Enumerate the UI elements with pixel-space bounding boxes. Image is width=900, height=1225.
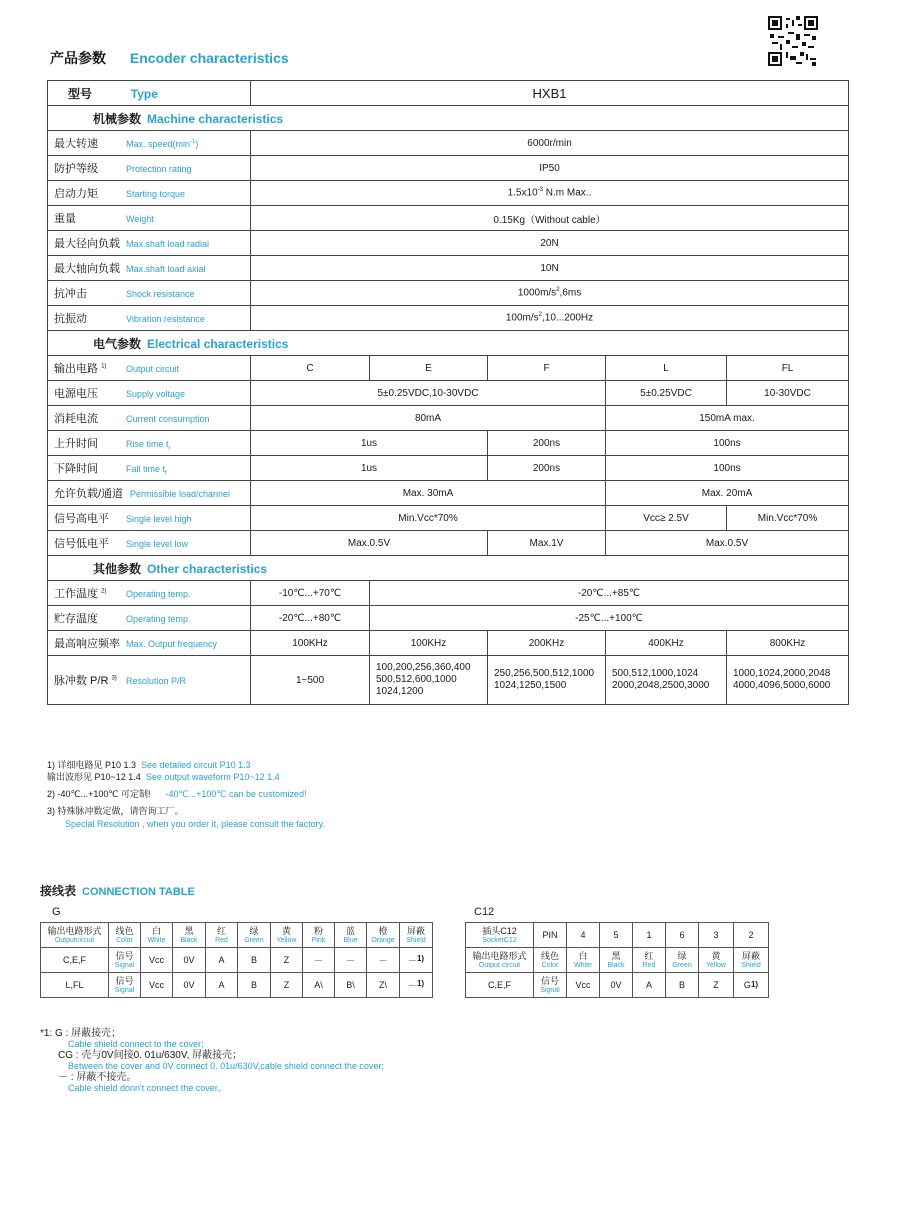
c12-table-label: C12 xyxy=(474,906,495,918)
other-section-row xyxy=(48,556,849,581)
machine-row: 启动力矩 Starting torque $1.5x10^{-3}$ N.m Max.. xyxy=(48,181,849,206)
electrical-section-row xyxy=(48,331,849,356)
spec-notes: 1) 详细电路见 P10 1.3 See detailed circuit P10 1.3 输出波形见 P10~12 1.4 See output waveform P10~12 1.4 2) -40℃...+100℃ 可定制! -40℃...+100℃ can be customized! 3) 特殊脉冲数定做，请咨询工厂。 Special Resolution , when you order it, please consult the factory. xyxy=(47,760,325,829)
c12-pin-row: 插头C12 SocketC12 PIN 4 5 1 6 3 2 xyxy=(466,923,769,948)
machine-row: 最大径向负载 Max.shaft load radial 20N xyxy=(48,231,849,256)
output-circuit-row: 输出电路 $^{1)}$ Output circuit C E F L FL xyxy=(48,356,849,381)
section-title xyxy=(50,48,289,68)
resolution-row: 脉冲数 P/R $^{3)}$ Resolution P/R 1~500 100,200,256,360,400 500,512,600,1000 1024,1200 250,256,500,512,1000 1024,1250,1500 500,512,1000,1024 2000,2048,2500,3000 1000,1024,2000,2048 4000,4096,5000,6000 xyxy=(48,656,849,705)
g-row-lfl: L,FL 信号 Signal Vcc 0V A B Z A\ B\ Z\ －1) xyxy=(41,973,433,998)
g-table-label: G xyxy=(52,906,61,918)
machine-row: 重量 Weight 0.15Kg（Without cable） xyxy=(48,206,849,231)
level-high-row: 信号高电平 Single level high Min.Vcc*70% Vcc≥ 2.5V Min.Vcc*70% xyxy=(48,506,849,531)
c12-header-row: 输出电路形式 Output circuit 线色 Color 白 White 黑 Black 红 Red 绿 Green 黄 Yellow 屏蔽 Shield xyxy=(466,948,769,973)
type-value: HXB1 xyxy=(251,81,849,106)
fall-time-row: 下降时间 Fall time $t_f$ 1us 200ns 100ns xyxy=(48,456,849,481)
encoder-spec-table xyxy=(47,80,849,705)
max-frequency-row: 最高响应频率 Max. Output frequency 100KHz 100KHz 200KHz 400KHz 800KHz xyxy=(48,631,849,656)
connection-footnote: *1: G : 屏蔽接壳； Cable shield connect to the cover; CG : 壳与0V间接0. 01u/630V, 屏蔽接壳； Between the cover and 0V connect 0. 01u/630V,cable shield connect the cover; － : 屏蔽不接壳。 Cable shield donn't connect the cover。 xyxy=(40,1028,384,1093)
level-low-row: 信号低电平 Single level low Max.0.5V Max.1V Max.0.5V xyxy=(48,531,849,556)
machine-section-title: 机械参数 Machine characteristics xyxy=(48,106,849,131)
current-consumption-row: 消耗电流 Current consumption 80mA 150mA max. xyxy=(48,406,849,431)
c12-row-cef: C,E,F 信号 Signal Vcc 0V A B Z G1) xyxy=(466,973,769,998)
connection-table-title: 接线表 CONNECTION TABLE xyxy=(40,884,195,898)
machine-row: 抗冲击 Shock resistance $1000m/s^2,6ms$ xyxy=(48,281,849,306)
machine-row: 最大转速 Max. $speed(\min^{-1})$ 6000r/min xyxy=(48,131,849,156)
machine-row: 最大轴向负载 Max.shaft load axial 10N xyxy=(48,256,849,281)
machine-row: 抗振动 Vibration resistance $100m/s^2,10...200Hz$ xyxy=(48,306,849,331)
section-title-cn: 产品参数 xyxy=(50,50,106,66)
type-row xyxy=(48,81,849,106)
operating-temp-row: 工作温度 $^{2)}$ Operating temp. -10℃...+70℃ -20℃...+85℃ xyxy=(48,581,849,606)
g-header-row: 输出电路形式 Outputcircuit 线色 Color 白 White 黑 Black 红 Red 绿 Green 黄 Yellow 粉 Pink 蓝 Blue 橙 Orange 屏蔽 Shield xyxy=(41,923,433,948)
other-section-title: 其他参数 Other characteristics xyxy=(48,556,849,581)
electrical-section-title: 电气参数 Electrical characteristics xyxy=(48,331,849,356)
g-row-cef: C,E,F 信号 Signal Vcc 0V A B Z － － － －1) xyxy=(41,948,433,973)
machine-section-row xyxy=(48,106,849,131)
section-title-en: Encoder characteristics xyxy=(129,50,289,66)
c12-connection-table xyxy=(465,922,769,998)
supply-voltage-row: 电源电压 Supply voltage 5±0.25VDC,10-30VDC 5±0.25VDC 10-30VDC xyxy=(48,381,849,406)
type-label: 型号 Type xyxy=(48,81,251,106)
qr-code-icon xyxy=(768,16,818,66)
machine-row: 防护等级 Protection rating IP50 xyxy=(48,156,849,181)
rise-time-row: 上升时间 Rise time $t_r$ 1us 200ns 100ns xyxy=(48,431,849,456)
g-connection-table xyxy=(40,922,433,998)
permissible-load-row: 允许负载/通道 Permissible load/channel Max. 30mA Max. 20mA xyxy=(48,481,849,506)
storage-temp-row: 贮存温度 Operating temp. -20℃...+80℃ -25℃...+100℃ xyxy=(48,606,849,631)
